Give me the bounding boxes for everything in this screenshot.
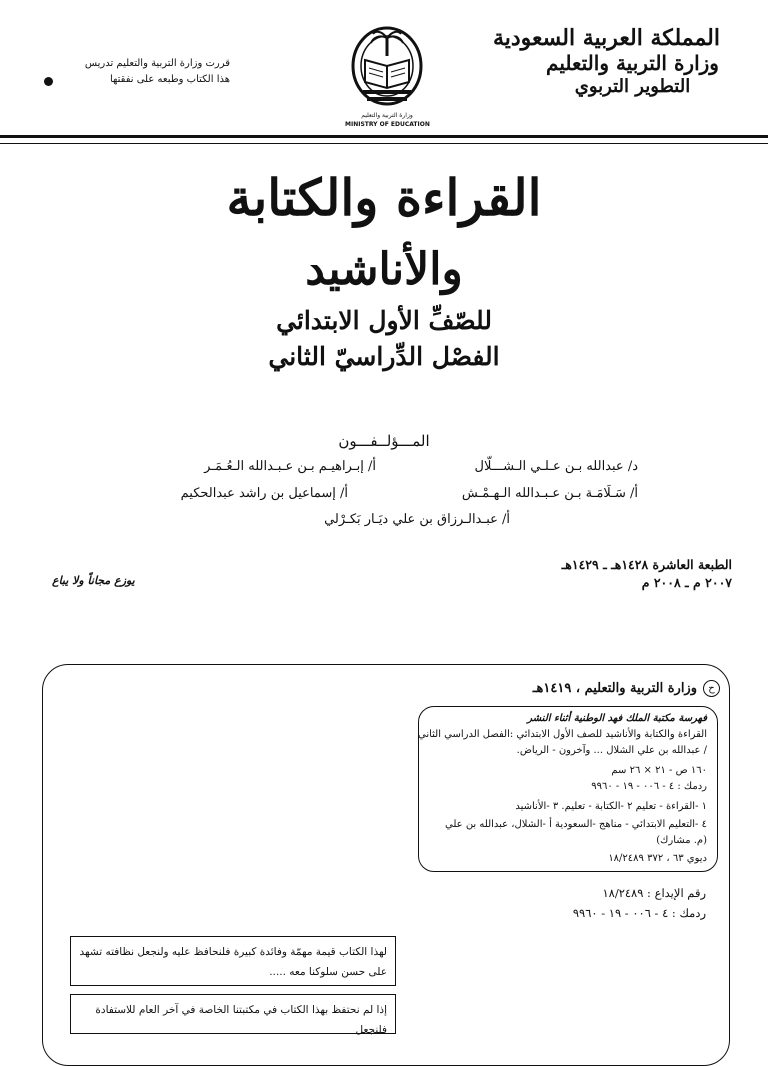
author-5: أ/ عبـدالـرزاق بن علي ديَـار بَكـرْلي (324, 512, 510, 527)
catalog-line: (م. مشارك) (656, 835, 707, 846)
catalog-line: ١٦٠ ص - ٢١ × ٢٦ سم (611, 765, 707, 776)
care-note-text: لهذا الكتاب قيمة مهمّة وفائدة كبيرة فلنحافظ عليه ولنجعل نظافته تشهد على حسن سلوكنا معه ..... (79, 946, 387, 978)
deposit-number: رقم الإيداع : ١٨/٢٤٨٩ (602, 886, 706, 900)
catalog-line: / عبدالله بن علي الشلال ... وآخرون - الرياض. (516, 745, 707, 756)
header-divider-thick (0, 135, 768, 138)
isbn-line: ردمك : ٤ - ٠٠٦ - ١٩ - ٩٩٦٠ (572, 906, 706, 920)
author-4: أ/ إسماعيل بن راشد عبدالحكيم (180, 486, 348, 501)
catalog-line: ٤ -التعليم الابتدائي - مناهج -السعودية أ -الشلال، عبدالله بن علي (445, 819, 707, 830)
catalog-line: القراءة والكتابة والأناشيد للصف الأول الابتدائي :الفصل الدراسي الثاني (417, 729, 707, 740)
ministry-emblem (345, 24, 429, 134)
term-label: الفصْل الدِّراسيّ الثاني (268, 342, 500, 371)
author-3: أ/ سَـلَامَـة بـن عـبـدالله الـهـمْـش (461, 486, 638, 501)
grade-label: للصّفِّ الأول الابتدائي (276, 306, 492, 335)
catalog-line: ديوي ٦٣ ، ٣٧٢ ١٨/٢٤٨٩ (608, 853, 707, 864)
authors-heading: المـــؤلــفـــون (338, 432, 430, 450)
copyright-text: وزارة التربية والتعليم ، ١٤١٩هـ (532, 681, 697, 696)
author-2: أ/ إبـراهيـم بـن عـبـدالله الـعُـمَـر (204, 459, 376, 474)
keep-book-note-text: إذا لم نحتفظ بهذا الكتاب في مكتبتنا الخاصة في آخر العام للاستفادة فلنجعل (95, 1004, 387, 1036)
edition-gregorian: ٢٠٠٧ م ـ ٢٠٠٨ م (641, 575, 732, 591)
approval-line-1: قررت وزارة التربية والتعليم تدريس (84, 58, 230, 69)
catalog-line: ردمك : ٤ - ٠٠٦ - ١٩ - ٩٩٦٠ (591, 781, 707, 792)
ministry-logo-icon (345, 24, 429, 118)
keep-book-note-box (70, 994, 396, 1034)
approval-line-2: هذا الكتاب وطبعه على نفقتها (109, 73, 230, 85)
author-1: د/ عبدالله بـن عـلـي الـشـــلّال (474, 459, 638, 474)
kingdom-ministry-header (492, 25, 720, 97)
bullet-dot-icon (44, 77, 53, 86)
catalog-record-box (418, 706, 718, 872)
header-divider-thin (0, 143, 768, 144)
emblem-caption-english: MINISTRY OF EDUCATION (345, 121, 430, 128)
book-title-second-line: والأناشيد (305, 244, 463, 295)
approval-statement (48, 56, 230, 87)
free-distribution-note: يوزع مجاناً ولا يباع (52, 574, 135, 587)
book-title: القراءة والكتابة (226, 168, 542, 227)
copyright-line (533, 680, 720, 697)
catalog-heading: فهرسة مكتبة الملك فهد الوطنية أثناء النشر (527, 713, 707, 724)
catalog-line: ١ -القراءة - تعليم ٢ -الكتابة - تعليم. ٣ -الأناشيد (515, 801, 707, 812)
department-name: التطوير التربوي (574, 75, 691, 97)
kingdom-name: المملكة العربية السعودية (492, 25, 720, 51)
edition-info (562, 556, 732, 592)
edition-hijri: الطبعة العاشرة ١٤٢٨هـ ـ ١٤٢٩هـ (561, 557, 732, 572)
care-note-box (70, 936, 396, 986)
copyright-icon: ح (703, 680, 720, 697)
ministry-name: وزارة التربية والتعليم (546, 50, 719, 75)
emblem-caption-arabic: وزارة التربية والتعليم (361, 112, 413, 119)
